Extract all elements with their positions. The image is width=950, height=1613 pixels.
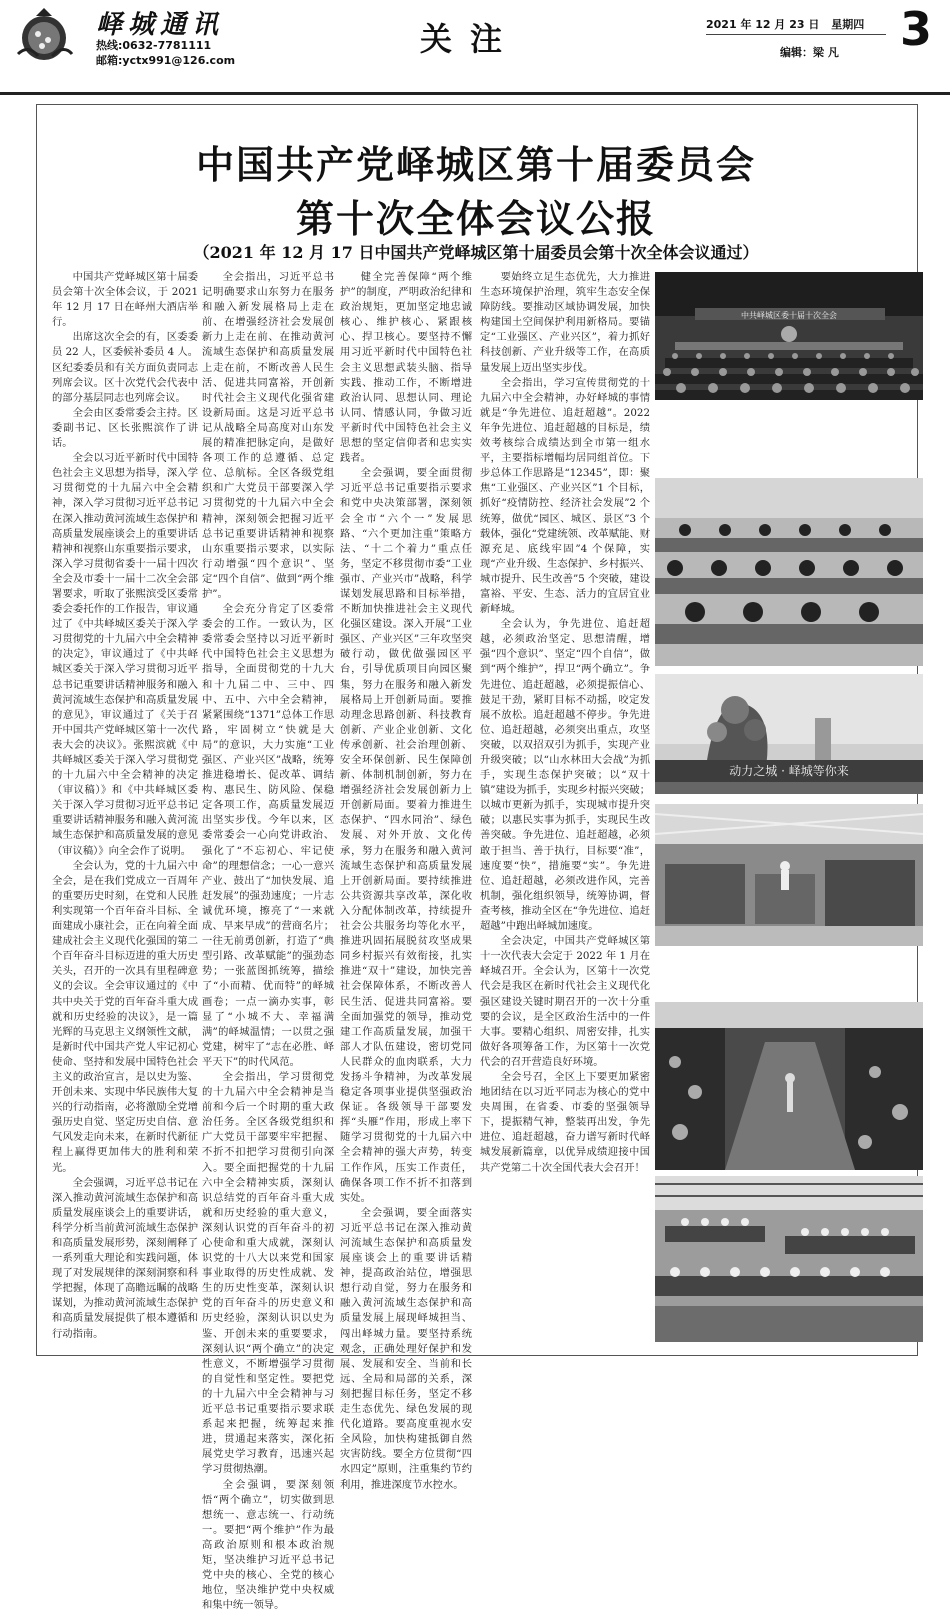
- email: 邮箱:yctx991@126.com: [96, 53, 235, 68]
- paragraph: 出席这次全会的有，区委委员 22 人，区委候补委员 4 人。区纪委委员和有关方面负责同志列席会议。区十次党代会代表中的部分基层同志也列席会议。: [52, 330, 198, 405]
- photo-greenhouse: [655, 1002, 923, 1170]
- sign-text: 动力之城 · 峄城等你来: [729, 763, 848, 778]
- weekday-text: 星期四: [831, 18, 864, 31]
- paragraph: 全会强调，要全面落实习近平总书记在深入推动黄河流域生态保护和高质量发展座谈会上的重要讲话精神，提高政治站位，增强思想行动自觉，努力在服务和融入黄河流域生态保护和高质量发展上展现峄城担当、闯出峄城力量。要坚持系统观念，正确处理好保护和发展、发展和安全、当前和长远、全局和局部的关系，深刻把握目标任务，坚定不移走生态优先、绿色发展的现代化道路。要高度重视水安全风险，加快构建抵御自然灾害防线。要全方位贯彻“四水四定”原则，注重集约节约利用，推进深度节水控水。: [340, 1206, 472, 1493]
- masthead-divider: [706, 34, 886, 35]
- section-title: 关注: [420, 14, 520, 60]
- photo-conference-attendees: [655, 478, 923, 666]
- contact-info: [96, 38, 235, 68]
- headline-line1: 中国共产党峄城区第十届委员会: [36, 134, 916, 189]
- paragraph: 全会指出，习近平总书记明确要求山东努力在服务和融入新发展格局上走在前、在增强经济社会发展创新力上走在前、在推动黄河流域生态保护和高质量发展上走在前，不断改善人民生活、促进共同富裕，开创新时代社会主义现代化强省建设新局面。这是习近平总书记从战略全局高度对山东发展的精准把脉定向，是做好各项工作的总遵循、总定位、总航标。全区各级党组织和广大党员干部要深入学习贯彻党的十九届六中全会精神，深刻领会把握习近平总书记重要讲话精神和视察山东重要指示要求，以实际行动增强“四个意识”、坚定“四个自信”、做到“两个维护”。: [202, 270, 334, 602]
- photo-flower-display: [655, 674, 923, 794]
- paragraph: 全会号召，全区上下要更加紧密地团结在以习近平同志为核心的党中央周围，在省委、市委的坚强领导下，提振精气神，整装再出发，争先进位、追赶超越，奋力谱写新时代峄城发展新篇章，以优异成绩迎接中国共产党第二十次全国代表大会召开！: [480, 1070, 650, 1176]
- paper-name: 峄城通讯: [96, 4, 224, 41]
- paragraph: 全会认为，争先进位、追赶超越，必须政治坚定、思想清醒，增强“四个意识”、坚定“四个自信”，做到“两个维护”，捍卫“两个确立”。争先进位、追赶超越，必须提振信心、鼓足干劲，紧盯目标不动摇，咬定发展不放松。追赶超越不停步。争先进位、追赶超越，必须突出重点，攻坚突破，以双招双引为抓手，实现产业升级突破；以“山水林田大会战”为抓手，实现生态保护突破；以“双十镇”建设为抓手，实现乡村振兴突破；以城市更新为抓手，实现城市提升突破；以惠民实事为抓手，实现民生改善突破。争先进位、追赶超越，必须敢于担当、善于执行，目标要“准”，速度要“快”，措施要“实”。争先进位、追赶超越，必须改进作风，完善机制，强化组织领导，统筹协调，督查考核，推动全区在“争先进位、追赶超越”中跑出峄城加速度。: [480, 617, 650, 934]
- text-column-2: [202, 270, 334, 1350]
- paragraph: 全会充分肯定了区委常委会的工作。一致认为，区委常委会坚持以习近平新时代中国特色社会主义思想为指导，全面贯彻党的十九大和十九届二中、三中、四中、五中、六中全会精神，紧紧围绕“1371”总体工作思路，牢固树立“快就是大局”的意识，大力实施“工业强区、产业兴区”战略，统筹推进稳增长、促改革、调结构、惠民生、防风险、保稳定各项工作，高质量发展迈出坚实步伐。今年以来，区委常委会一心向党讲政治、强化了“不忘初心、牢记使命”的理想信念；一心一意兴产业、鼓出了“加快发展、追赶发展”的强劲速度；一片志诚优环境，擦亮了“一来就成、早来早成”的营商名片；一往无前勇创新，打造了“典型引路、改革赋能”的强劲态势；一张蓝图抓统筹，描绘了“小而精、优而特”的峄城画卷；一点一滴办实事，彰显了“小城不大、幸福满满”的峄城温情；一以贯之强党建，树牢了“志在必胜、峄平天下”的时代风范。: [202, 602, 334, 1070]
- masthead: [0, 0, 950, 95]
- paragraph: 中国共产党峄城区第十届委员会第十次全体会议，于 2021 年 12 月 17 日在峄州大酒店举行。: [52, 270, 198, 330]
- headline-line2: 第十次全体会议公报: [36, 188, 916, 243]
- paragraph: 全会认为，党的十九届六中全会，是在我们党成立一百周年的重要历史时刻，在党和人民胜利实现第一个百年奋斗目标、全面建成小康社会，正在向着全面建成社会主义现代化强国的第二个百年奋斗目标迈进的重大历史关头，召开的一次具有里程碑意义的会议。全会审议通过的《中共中央关于党的百年奋斗重大成就和历史经验的决议》，是一篇光辉的马克思主义纲领性文献，是新时代中国共产党人牢记初心使命、坚持和发展中国特色社会主义的政治宣言，是以史为鉴、开创未来、实现中华民族伟大复兴的行动指南，必将激励全党增强历史自觉、坚定历史自信、意气风发走向未来，在新时代新征程上赢得更加伟大的胜利和荣光。: [52, 859, 198, 1176]
- page-number: 3: [900, 2, 932, 56]
- banner-text: 中共峄城区委十届十次全会: [741, 310, 837, 320]
- paragraph: 全会由区委常委会主持。区委副书记、区长张熙滨作了讲话。: [52, 406, 198, 451]
- text-column-4: [480, 270, 650, 1350]
- editor-credit: 编辑：梁 凡: [780, 44, 839, 60]
- paragraph: 全会指出，学习宣传贯彻党的十九届六中全会精神，办好峄城的事情就是“争先进位、追赶超越”。2022 年争先进位、追赶超越的目标是，绩效考核综合成绩达到全市第一组水平，主要指标增幅均居同组首位。下步总体工作思路是“12345”，即：聚焦“工业强区、产业兴区”1 个目标，抓好“疫情防控、经济社会发展”2 个统筹，做优“园区、城区、景区”3 个载体，强化“党建统领、改革赋能、财源充足、底线牢固”4 个保障，实现“产业升级、生态保护、乡村振兴、城市提升、民生改善”5 个突破，建设富裕、平安、生态、活力的宜居宜业新峄城。: [480, 376, 650, 618]
- paragraph: 全会强调，要全面贯彻习近平总书记重要指示要求和党中央决策部署，深刻领会全市“六个一”发展思路、“六个更加注重”策略方法、“十二个着力”重点任务，坚定不移贯彻市委“工业强市、产业兴市”战略，科学谋划发展思路和目标举措，不断加快推进社会主义现代化强区建设。深入开展“工业强区、产业兴区”三年攻坚突破行动，做优做强园区平台，引导优质项目向园区聚集，努力在服务和融入新发展格局上开创新局面。要推动理念思路创新、科技教育创新、产业企业创新、文化传承创新、社会治理创新、安全环保创新、民生保障创新、体制机制创新，努力在增强经济社会发展创新力上开创新局面。要着力推进生态保护、“四水同治”、绿色发展、对外开放、文化传承，努力在服务和融入黄河流域生态保护和高质量发展上开创新局面。要持续推进公共资源共享改革，深化收入分配体制改革，持续提升社会公共服务均等化水平，推进巩固拓展脱贫攻坚成果同乡村振兴有效衔接，扎实推进“双十”建设，加快完善社会保障体系，不断改善人民生活、促进共同富裕。要全面加强党的领导，推动党建工作高质量发展，加强干部人才队伍建设，密切党同人民群众的血肉联系，大力发扬斗争精神，为改革发展稳定各项事业提供坚强政治保证。各级领导干部要发挥“头雁”作用，形成上率下随学习贯彻党的十九届六中全会精神的强大声势，转变工作作风，压实工作责任，确保各项工作不折不扣落到实处。: [340, 466, 472, 1206]
- photo-plenary-session: [655, 272, 923, 400]
- paragraph: 健全完善保障“两个维护”的制度，严明政治纪律和政治规矩，更加坚定地忠诚核心、维护核心、紧跟核心、捍卫核心。要坚持不懈用习近平新时代中国特色社会主义思想武装头脑、指导实践、推动工作，不断增进政治认同、思想认同、理论认同、情感认同，争做习近平新时代中国特色社会主义思想的坚定信仰者和忠实实践者。: [340, 270, 472, 466]
- paragraph: 全会指出，学习贯彻党的十九届六中全会精神是当前和今后一个时期的重大政治任务。全区各级党组织和广大党员干部要牢牢把握、不折不扣把学习贯彻引向深入。要全面把握党的十九届六中全会精神实质，深刻认识总结党的百年奋斗重大成就和历史经验的重大意义，深刻认识党的百年奋斗的初心使命和重大成就，深刻认识党的十八大以来党和国家事业取得的历史性成就、发生的历史性变革，深刻认识党的百年奋斗的历史意义和历史经验，深刻认识以史为鉴、开创未来的重要要求，深刻认识“两个确立”的决定性意义，不断增强学习贯彻的自觉性和坚定性。要把党的十九届六中全会精神与习近平总书记重要指示要求联系起来把握，统筹起来推进，贯通起来落实，深化拓展党史学习教育，迅速兴起学习贯彻热潮。: [202, 1070, 334, 1478]
- subheadline: （2021 年 12 月 17 日中国共产党峄城区第十届委员会第十次全体会议通过）: [36, 240, 916, 263]
- pomegranate-logo-icon: [8, 4, 80, 64]
- paragraph: 全会强调，要深刻领悟“两个确立”，切实做到思想统一、意志统一、行动统一。要把“两个维护”作为最高政治原则和根本政治规矩，坚决维护习近平总书记党中央的核心、全党的核心地位，坚决维护党中央权威和集中统一领导。: [202, 1478, 334, 1613]
- issue-date: [706, 16, 864, 32]
- photo-factory-workshop: [655, 804, 923, 946]
- text-column-1: [52, 270, 198, 1350]
- date-text: 2021 年 12 月 23 日: [706, 18, 819, 31]
- text-column-3: [340, 270, 472, 1350]
- paragraph: 全会强调，习近平总书记在深入推动黄河流域生态保护和高质量发展座谈会上的重要讲话，科学分析当前黄河流域生态保护和高质量发展形势，深刻阐释了一系列重大理论和实践问题，体现了对发展规律的深刻洞察和科学把握，体现了高瞻远瞩的战略谋划，为推动黄河流域生态保护和高质量发展提供了根本遵循和行动指南。: [52, 1176, 198, 1342]
- photo-production-line: [655, 1176, 923, 1342]
- paragraph: 全会决定，中国共产党峄城区第十一次代表大会定于 2022 年 1 月在峄城召开。全会认为，区第十一次党代会是我区在新时代社会主义现代化强区建设关键时期召开的一次十分重要的会议，是全区政治生活中的一件大事。要精心组织、周密安排，扎实做好各项筹备工作，为区第十一次党代会的召开营造良好环境。: [480, 934, 650, 1070]
- paragraph: 全会以习近平新时代中国特色社会主义思想为指导，深入学习贯彻党的十九届六中全会精神，深入学习贯彻习近平总书记在深入推动黄河流域生态保护和高质量发展座谈会上的重要讲话精神和视察山东重要指示要求，深入学习贯彻省委十一届十四次全会及市委十一届十二次全会部署要求，听取了张熙滨受区委常委会委托作的工作报告，审议通过了《中共峄城区委关于深入学习贯彻党的十九届六中全会精神的决定》，审议通过了《中共峄城区委关于深入学习贯彻习近平总书记重要讲话精神服务和融入黄河流域生态保护和高质量发展的意见》，审议通过了《关于召开中国共产党峄城区第十一次代表大会的决议》。张熙滨就《中共峄城区委关于深入学习贯彻党的十九届六中全会精神的决定（审议稿）》和《中共峄城区委关于深入学习贯彻习近平总书记重要讲话精神服务和融入黄河流域生态保护和高质量发展的意见（审议稿）》向全会作了说明。: [52, 451, 198, 859]
- paragraph: 要始终立足生态优先，大力推进生态环境保护治理，筑牢生态安全保障防线。要推动区域协调发展，加快构建国土空间保护利用新格局。要锚定“工业强区、产业兴区”，着力抓好科技创新、产业升级等工作，在高质量发展上迈出坚实步伐。: [480, 270, 650, 376]
- hotline: 热线:0632-7781111: [96, 38, 235, 53]
